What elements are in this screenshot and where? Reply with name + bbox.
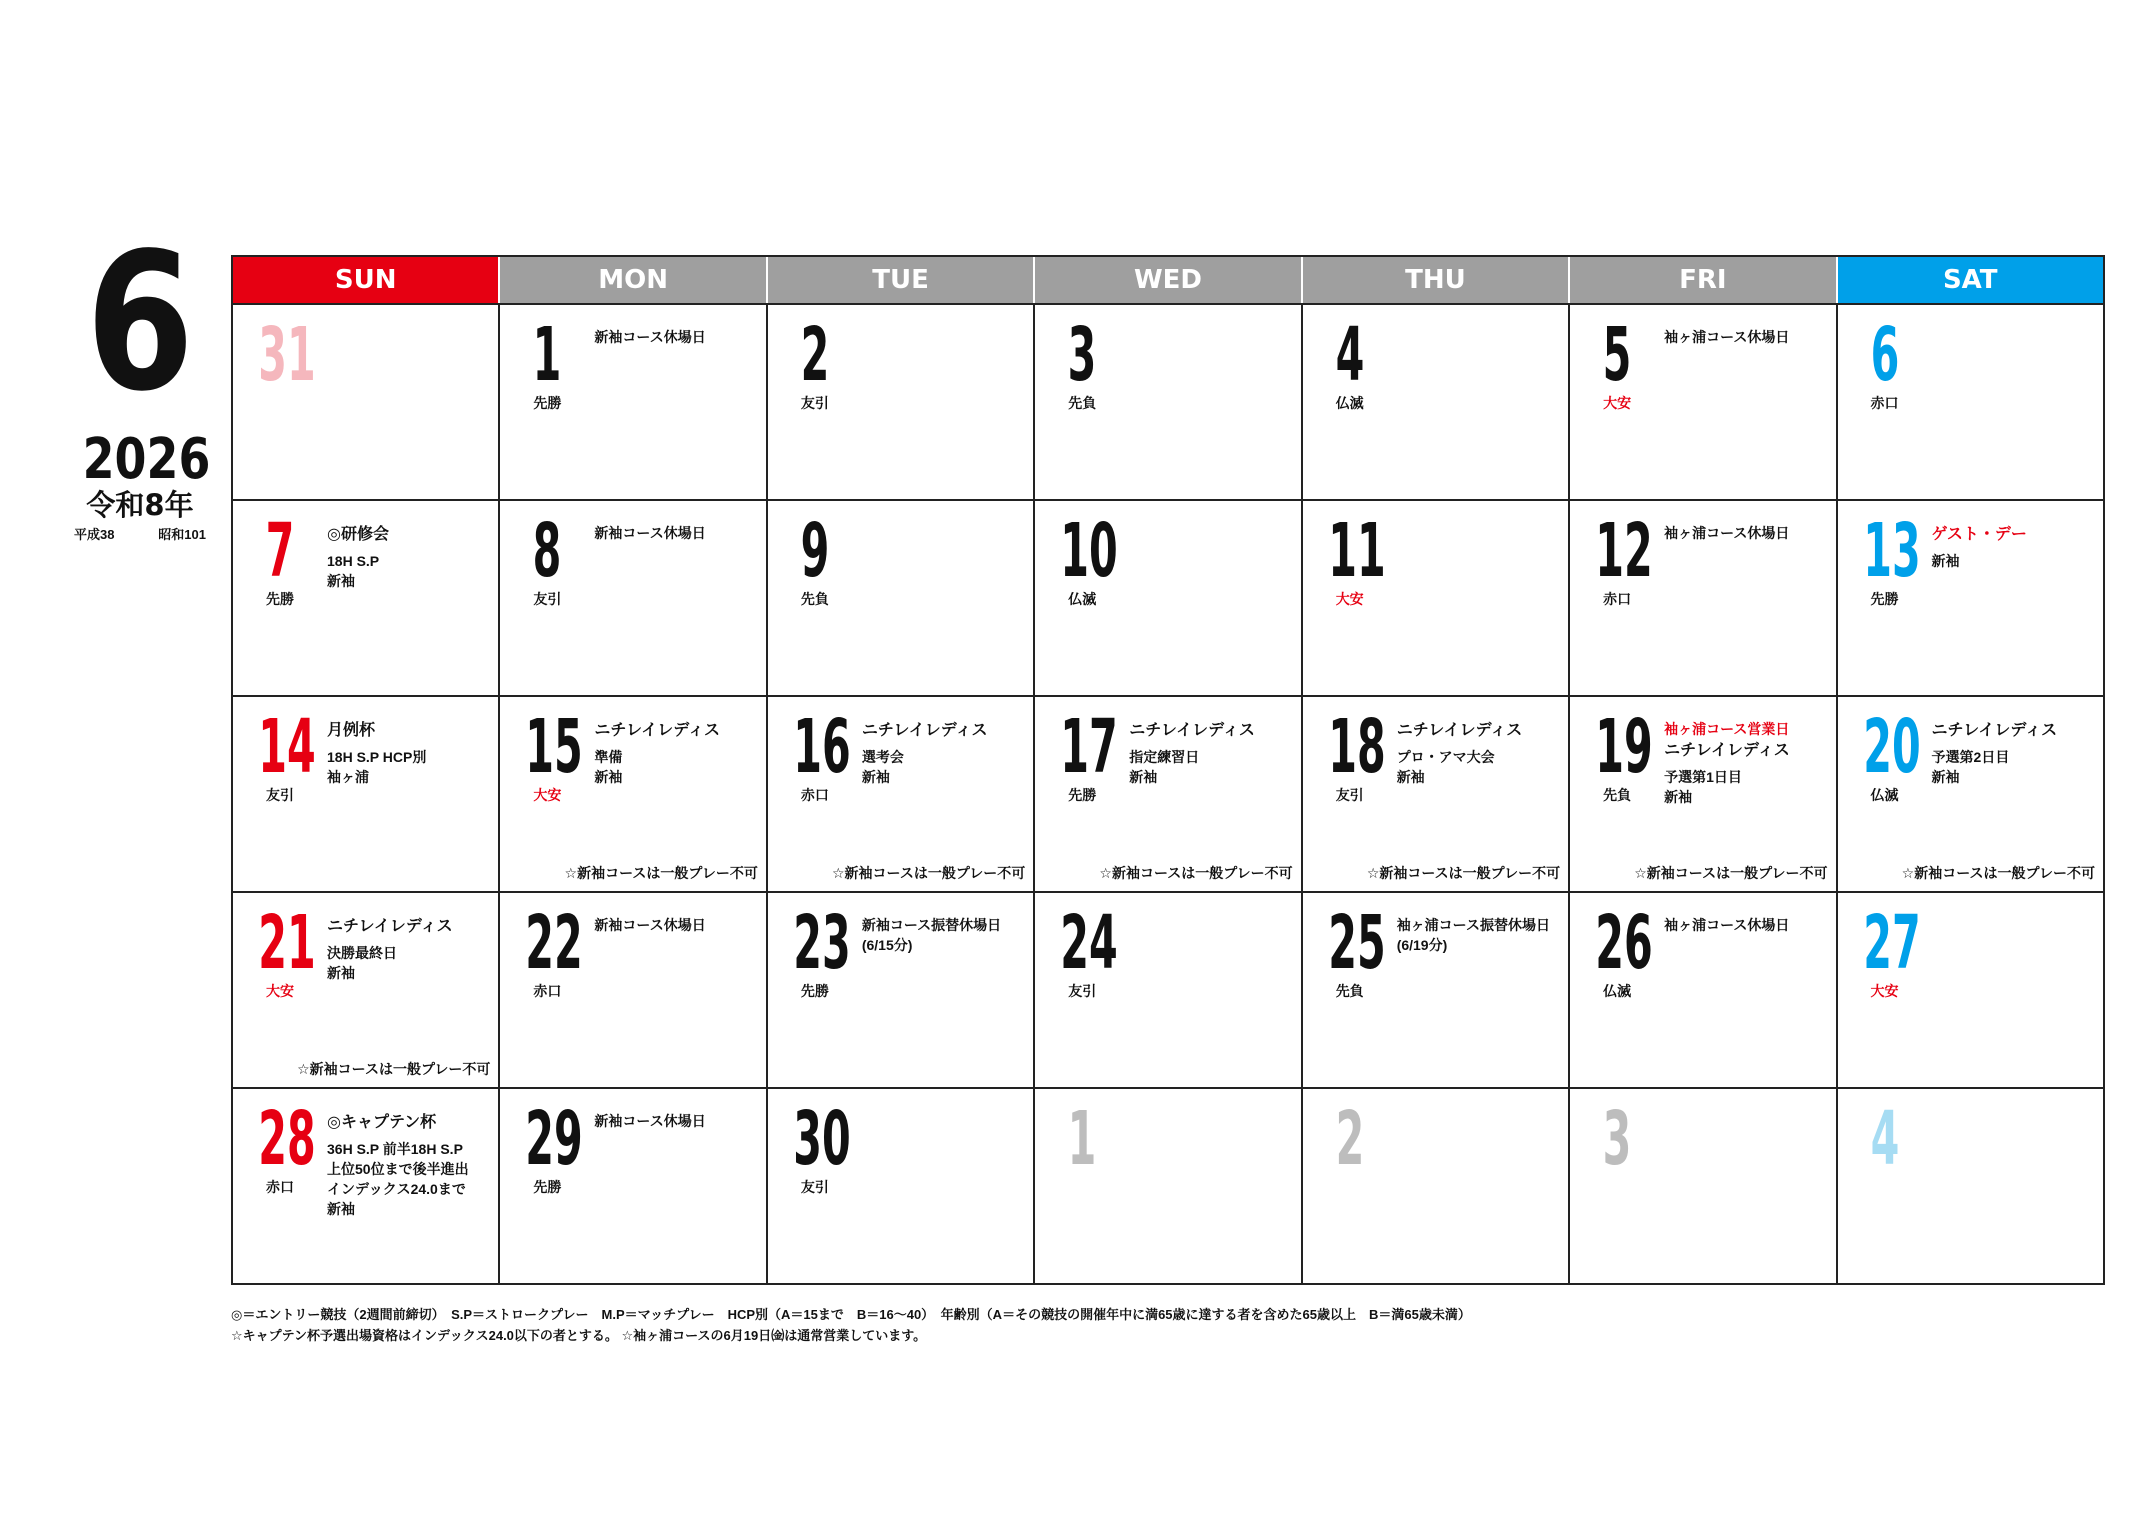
rokuyo-label: 赤口	[266, 1179, 294, 1195]
event-line: 決勝最終日	[327, 945, 397, 961]
event-line: 予選第2日目	[1931, 749, 2010, 765]
showa-year: 昭和101	[158, 527, 206, 542]
event-line: インデックス24.0まで	[327, 1181, 466, 1197]
day-number: 31	[258, 312, 316, 398]
footnote-line: ☆キャプテン杯予選出場資格はインデックス24.0以下の者とする。 ☆袖ヶ浦コースの6月19日㈮は通常営業しています。	[231, 1328, 927, 1343]
day-cell	[1836, 697, 2103, 891]
footnotes	[231, 1304, 2105, 1346]
rokuyo-label: 仏滅	[1603, 983, 1632, 999]
calendar-week	[233, 1087, 2103, 1283]
event-line: ニチレイレディス	[1931, 722, 2058, 739]
weekday-header-wed: WED	[1033, 257, 1300, 303]
rokuyo-label: 先勝	[533, 1179, 562, 1195]
event-list	[594, 1111, 761, 1131]
rokuyo-label: 先勝	[1870, 591, 1899, 607]
rokuyo-label: 先負	[1068, 395, 1097, 411]
event-line: 予選第1日目	[1664, 769, 1742, 785]
event-line: 袖ヶ浦コース休場日	[1664, 525, 1790, 541]
event-list	[1932, 719, 2099, 787]
rokuyo-label: 大安	[1335, 591, 1364, 607]
event-line: 新袖コース休場日	[594, 917, 706, 933]
rokuyo-label: 友引	[800, 395, 829, 411]
day-number: 24	[1060, 900, 1119, 986]
day-number: 28	[258, 1096, 316, 1182]
day-cell	[1033, 305, 1300, 499]
day-number: 6	[1870, 312, 1899, 398]
event-line: 新袖	[327, 1201, 355, 1217]
day-cell	[1568, 305, 1835, 499]
event-line: 選考会	[861, 749, 904, 765]
day-number: 12	[1595, 508, 1653, 594]
event-list	[1664, 915, 1831, 935]
event-line: 袖ヶ浦コース休場日	[1664, 329, 1790, 345]
weekday-header-fri: FRI	[1568, 257, 1835, 303]
calendar-week	[233, 499, 2103, 695]
day-number: 3	[1602, 1096, 1632, 1182]
course-note: ☆新袖コースは一般プレー不可	[1366, 865, 1561, 881]
event-line: 月例杯	[327, 722, 376, 739]
day-number: 19	[1595, 704, 1653, 790]
event-list	[1664, 523, 1831, 543]
day-cell	[1301, 501, 1568, 695]
day-cell	[766, 305, 1033, 499]
event-line: 袖ヶ浦	[327, 769, 369, 785]
event-line: 指定練習日	[1129, 749, 1200, 765]
day-number: 9	[800, 508, 830, 594]
event-list	[327, 915, 494, 983]
event-list	[862, 719, 1029, 787]
month-number: 6	[85, 212, 195, 433]
event-line: ◎研修会	[327, 526, 389, 543]
day-cell	[1836, 893, 2103, 1087]
event-line: 袖ヶ浦コース営業日	[1664, 721, 1790, 737]
course-note: ☆新袖コースは一般プレー不可	[1099, 865, 1293, 881]
day-cell	[1033, 697, 1300, 891]
day-number: 18	[1327, 704, 1386, 790]
course-note: ☆新袖コースは一般プレー不可	[1901, 865, 2095, 881]
event-line: 新袖	[861, 769, 890, 785]
event-list	[327, 719, 494, 787]
rokuyo-label: 大安	[1870, 983, 1899, 999]
rokuyo-label: 友引	[1068, 983, 1097, 999]
event-line: ゲスト・デー	[1931, 526, 2027, 543]
event-line: 袖ヶ浦コース振替休場日	[1396, 917, 1550, 933]
weekday-header-mon: MON	[498, 257, 765, 303]
rokuyo-label: 先勝	[266, 591, 294, 607]
event-list	[1932, 523, 2099, 571]
calendar-week	[233, 303, 2103, 499]
event-list	[1664, 719, 1831, 807]
event-list	[594, 327, 761, 347]
day-number: 25	[1327, 900, 1386, 986]
event-line: 新袖	[327, 573, 355, 589]
event-line: 袖ヶ浦コース休場日	[1664, 917, 1790, 933]
day-cell	[1033, 893, 1300, 1087]
calendar-week	[233, 695, 2103, 891]
event-line: (6/19分)	[1396, 937, 1448, 953]
day-cell	[233, 305, 498, 499]
day-cell	[498, 305, 765, 499]
calendar-week	[233, 891, 2103, 1087]
day-number: 7	[265, 508, 295, 594]
event-line: 準備	[594, 749, 623, 765]
rokuyo-label: 赤口	[1603, 591, 1632, 607]
event-line: ニチレイレディス	[327, 918, 453, 935]
weekday-header-thu: THU	[1301, 257, 1568, 303]
weekday-header-sat: SAT	[1836, 257, 2103, 303]
day-number: 20	[1862, 704, 1921, 790]
course-note: ☆新袖コースは一般プレー不可	[564, 865, 758, 881]
day-cell	[1568, 697, 1835, 891]
event-list	[327, 523, 494, 591]
event-line: 18H S.P HCP別	[327, 749, 427, 765]
event-line: プロ・アマ大会	[1396, 749, 1495, 765]
day-cell	[766, 893, 1033, 1087]
event-list	[862, 915, 1029, 955]
footnote-line: ◎＝エントリー競技（2週間前締切） S.P＝ストロークプレー M.P＝マッチプレー HCP別（A＝15まで B＝16〜40） 年齢別（A＝その競技の開催年中に満65歳に達する者を含めた65歳以上 B＝満65歳未満）	[231, 1307, 1471, 1322]
event-line: ニチレイレディス	[861, 722, 988, 739]
day-number: 4	[1870, 1096, 1899, 1182]
year: 2026	[82, 427, 211, 492]
event-list	[594, 523, 761, 543]
event-line: 新袖	[1931, 553, 1960, 569]
day-cell	[233, 501, 498, 695]
event-line: 新袖コース休場日	[594, 1113, 706, 1129]
event-line: 新袖コース休場日	[594, 525, 706, 541]
rokuyo-label: 仏滅	[1335, 395, 1364, 411]
day-number: 17	[1060, 704, 1119, 790]
rokuyo-label: 大安	[266, 983, 294, 999]
day-number: 21	[258, 900, 316, 986]
rokuyo-label: 先勝	[800, 983, 829, 999]
rokuyo-label: 赤口	[800, 787, 829, 803]
calendar-grid	[231, 255, 2105, 1285]
event-line: 新袖	[1664, 789, 1693, 805]
day-number: 15	[525, 704, 584, 790]
day-number: 2	[800, 312, 830, 398]
day-number: 4	[1335, 312, 1365, 398]
day-number: 23	[793, 900, 851, 986]
event-line: ニチレイレディス	[594, 722, 721, 739]
event-line: 新袖	[327, 965, 355, 981]
rokuyo-label: 友引	[533, 591, 562, 607]
day-cell	[233, 893, 498, 1087]
rokuyo-label: 先勝	[533, 395, 562, 411]
event-line: (6/15分)	[861, 937, 913, 953]
event-line: 新袖	[1396, 769, 1425, 785]
era-sub	[70, 527, 210, 543]
day-number: 29	[525, 1096, 584, 1182]
rokuyo-label: 友引	[1335, 787, 1364, 803]
day-cell	[498, 1089, 765, 1283]
day-number: 2	[1335, 1096, 1365, 1182]
event-line: ニチレイレディス	[1664, 742, 1790, 759]
heisei-year: 平成38	[74, 527, 115, 542]
rokuyo-label: 先負	[800, 591, 829, 607]
day-number: 5	[1602, 312, 1632, 398]
weekday-header	[233, 257, 2103, 303]
day-number: 1	[1067, 1096, 1097, 1182]
day-number: 26	[1595, 900, 1653, 986]
event-list	[1397, 915, 1564, 955]
course-note: ☆新袖コースは一般プレー不可	[297, 1061, 491, 1077]
event-list	[594, 719, 761, 787]
day-number: 13	[1862, 508, 1921, 594]
event-line: 新袖コース振替休場日	[861, 917, 1002, 933]
event-list	[1397, 719, 1564, 787]
day-cell	[498, 501, 765, 695]
weekday-header-sun: SUN	[233, 257, 498, 303]
event-line: 新袖コース休場日	[594, 329, 706, 345]
weekday-header-tue: TUE	[766, 257, 1033, 303]
rokuyo-label: 友引	[800, 1179, 829, 1195]
rokuyo-label: 先勝	[1068, 787, 1097, 803]
day-cell	[1301, 697, 1568, 891]
day-number: 30	[793, 1096, 851, 1182]
day-cell	[766, 697, 1033, 891]
course-note: ☆新袖コースは一般プレー不可	[831, 865, 1026, 881]
day-cell	[1568, 893, 1835, 1087]
day-number: 11	[1327, 508, 1386, 594]
rokuyo-label: 大安	[533, 787, 562, 803]
day-cell	[498, 697, 765, 891]
event-line: 18H S.P	[327, 553, 380, 569]
day-cell	[766, 1089, 1033, 1283]
rokuyo-label: 仏滅	[1068, 591, 1097, 607]
rokuyo-label: 赤口	[1870, 395, 1899, 411]
event-line: ◎キャプテン杯	[327, 1114, 437, 1131]
course-note: ☆新袖コースは一般プレー不可	[1634, 865, 1828, 881]
day-number: 16	[793, 704, 851, 790]
day-cell	[1033, 501, 1300, 695]
day-number: 3	[1067, 312, 1097, 398]
event-list	[1129, 719, 1296, 787]
day-cell	[1836, 501, 2103, 695]
event-line: ニチレイレディス	[1396, 722, 1523, 739]
event-line: 新袖	[1931, 769, 1960, 785]
day-number: 10	[1060, 508, 1119, 594]
day-cell	[1301, 1089, 1568, 1283]
event-line: 新袖	[1129, 769, 1158, 785]
day-number: 14	[258, 704, 316, 790]
calendar-weeks	[233, 303, 2103, 1283]
day-cell	[1301, 305, 1568, 499]
day-cell	[1301, 893, 1568, 1087]
day-cell	[1836, 1089, 2103, 1283]
day-number: 1	[533, 312, 562, 398]
event-list	[1664, 327, 1831, 347]
day-cell	[233, 1089, 498, 1283]
day-cell	[233, 697, 498, 891]
rokuyo-label: 赤口	[533, 983, 562, 999]
day-cell	[498, 893, 765, 1087]
event-line: 36H S.P 前半18H S.P	[327, 1141, 463, 1157]
rokuyo-label: 先負	[1335, 983, 1364, 999]
era-year: 令和8年	[86, 488, 194, 522]
rokuyo-label: 仏滅	[1870, 787, 1899, 803]
rokuyo-label: 先負	[1603, 787, 1632, 803]
day-number: 8	[533, 508, 562, 594]
day-cell	[1568, 1089, 1835, 1283]
day-cell	[1836, 305, 2103, 499]
rokuyo-label: 大安	[1603, 395, 1632, 411]
day-cell	[1568, 501, 1835, 695]
day-cell	[766, 501, 1033, 695]
event-line: 新袖	[594, 769, 623, 785]
event-list	[327, 1111, 494, 1219]
event-line: 上位50位まで後半進出	[327, 1161, 469, 1177]
event-line: ニチレイレディス	[1129, 722, 1255, 739]
day-number: 22	[525, 900, 584, 986]
day-number: 27	[1862, 900, 1921, 986]
rokuyo-label: 友引	[266, 787, 294, 803]
event-list	[594, 915, 761, 935]
day-cell	[1033, 1089, 1300, 1283]
